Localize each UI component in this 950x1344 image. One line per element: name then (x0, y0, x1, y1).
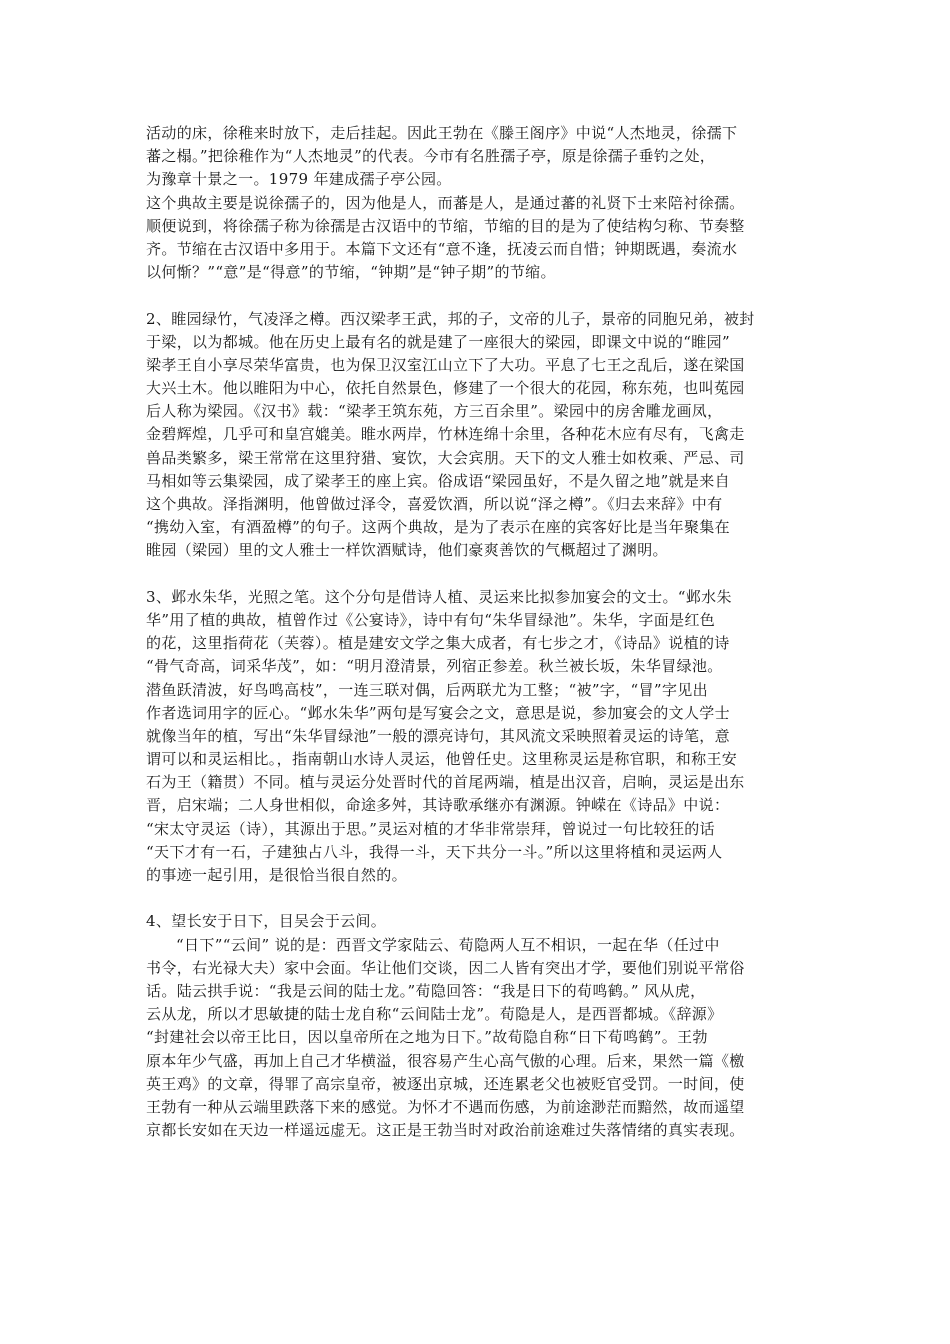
text-line: 这个典故。泽指渊明，他曾做过泽令，喜爱饮酒，所以说“泽之樽”。《归去来辞》中有 (146, 495, 723, 513)
text-line: 原本年少气盛，再加上自己才华横溢，很容易产生心高气傲的心理。后来，果然一篇《檄 (146, 1051, 745, 1070)
paragraph-gap (146, 284, 814, 307)
paragraph-4 (146, 910, 814, 1142)
text-line: “携幼入室，有酒盈樽”的句子。这两个典故，是为了表示在座的宾客好比是当年聚集在 (146, 518, 730, 537)
text-line: 石为王（籍贯）不同。植与灵运分处晋时代的首尾两端，植是出汉音，启晌，灵运是出东 (146, 773, 745, 792)
document-page (146, 122, 814, 1142)
text-line: 3、邺水朱华，光照之笔。这个分句是借诗人植、灵运来比拟参加宴会的文士。“邺水朱 (146, 587, 732, 606)
text-line: 谓可以和灵运相比。，指南朝山水诗人灵运，他曾任史。这里称灵运是称官职，和称王安 (146, 750, 738, 769)
text-line: 蕃之榻。”把徐稚作为“人杰地灵”的代表。今市有名胜孺子亭，原是徐孺子垂钓之处， (146, 147, 716, 166)
text-line: 齐。节缩在古汉语中多用于。本篇下文还有“意不逢，抚凌云而自惜；钟期既遇，奏流水 (146, 239, 738, 258)
text-line: 潜鱼跃清波，好鸟鸣高枝”，一连三联对偶，后两联尤为工整；“被”字，“冒”字见出 (146, 680, 708, 699)
text-line: 晋，启宋端；二人身世相似，命途多舛，其诗歌承继亦有渊源。钟嵘在《诗品》中说： (146, 796, 730, 815)
text-line: 睢园（梁园）里的文人雅士一样饮酒赋诗，他们豪爽善饮的气概超过了渊明。 (146, 541, 668, 560)
text-line: 梁孝王自小享尽荣华富贵，也为保卫汉室江山立下了大功。平息了七王之乱后，遂在梁国 (146, 355, 745, 374)
paragraph-1 (146, 122, 814, 284)
text-line: 的花，这里指荷花（芙蓉）。植是建安文学之集大成者，有七步之才，《诗品》说植的诗 (146, 634, 730, 653)
text-line: 为豫章十景之一。1979 年建成孺子亭公园。 (146, 170, 452, 189)
text-line: 就像当年的植，写出“朱华冒绿池”一般的漂亮诗句，其风流文采映照着灵运的诗笔，意 (146, 726, 730, 745)
text-line: 英王鸡》的文章，得罪了高宗皇帝，被逐出京城，还连累老父也被贬官受罚。一时间，使 (146, 1074, 745, 1093)
text-line: “天下才有一石，子建独占八斗，我得一斗，天下共分一斗。”所以这里将植和灵运两人 (146, 842, 723, 861)
text-line: 于梁，以为都城。他在历史上最有名的就是建了一座很大的梁园，即课文中说的“睢园” (146, 332, 730, 351)
paragraph-3 (146, 586, 814, 887)
paragraph-2 (146, 308, 814, 563)
text-line: 后人称为梁园。《汉书》载：“梁孝王筑东苑，方三百余里”。梁园中的房舍雕龙画凤， (146, 402, 723, 421)
text-line: “宋太守灵运（诗），其源出于思。”灵运对植的才华非常崇拜，曾说过一句比较狂的话 (146, 819, 715, 838)
text-line: 2、睢园绿竹，气凌泽之樽。西汉梁孝王武，邦的子，文帝的儿子，景帝的同胞兄弟，被封 (146, 309, 755, 328)
text-line: 作者选词用字的匠心。“邺水朱华”两句是写宴会之文，意思是说，参加宴会的文人学士 (146, 703, 730, 722)
text-line: “骨气奇高，词采华茂”，如：“明月澄清景，列宿正参差。秋兰被长坂，朱华冒绿池。 (146, 657, 723, 676)
text-line: 云从龙，所以才思敏捷的陆士龙自称“云间陆士龙”。荀隐是人，是西晋都城。《辞源》 (146, 1005, 723, 1024)
text-line: 这个典故主要是说徐孺子的，因为他是人，而蕃是人，是通过蕃的礼贤下士来陪衬徐孺。 (146, 193, 745, 212)
text-line: 兽品类繁多，梁王常常在这里狩猎、宴饮，大会宾朋。天下的文人雅士如枚乘、严忌、司 (146, 448, 745, 467)
paragraph-gap (146, 563, 814, 586)
text-line: 的事迹一起引用，是很恰当很自然的。 (146, 866, 407, 884)
paragraph-gap (146, 887, 814, 910)
text-line: 王勃有一种从云端里跌落下来的感觉。为怀才不遇而伤感，为前途渺茫而黯然，故而遥望 (146, 1097, 745, 1116)
text-line: 大兴土木。他以睢阳为中心，依托自然景色，修建了一个很大的花园，称东苑，也叫菟园 (146, 379, 745, 398)
text-line: 书令，右光禄大夫）家中会面。华让他们交谈，因二人皆有突出才学，要他们别说平常俗 (146, 958, 745, 977)
section-heading: 4、望长安于日下，目吴会于云间。 (146, 912, 387, 931)
text-line: 以何惭？”“意”是“得意”的节缩，“钟期”是“钟子期”的节缩。 (146, 263, 556, 282)
text-line: “日下”“云间” 说的是：西晋文学家陆云、荀隐两人互不相识，一起在华（任过中 (176, 935, 720, 954)
text-line: 马相如等云集梁园，成了梁孝王的座上宾。俗成语“梁园虽好，不是久留之地”就是来自 (146, 471, 730, 490)
text-line: 华”用了植的典故，植曾作过《公宴诗》，诗中有句“朱华冒绿池”。朱华，字面是红色 (146, 610, 716, 629)
text-line: 京都长安如在天边一样遥远虚无。这正是王勃当时对政治前途难过失落情绪的真实表现。 (146, 1121, 745, 1140)
text-line: 话。陆云拱手说：“我是云间的陆士龙。”荀隐回答：“我是日下的荀鸣鹤。” 风从虎， (146, 981, 706, 1000)
text-line: 活动的床，徐稚来时放下，走后挂起。因此王勃在《滕王阁序》中说“人杰地灵，徐孺下 (146, 124, 738, 142)
text-line: 顺便说到，将徐孺子称为徐孺是古汉语中的节缩，节缩的目的是为了使结构匀称、节奏整 (146, 216, 745, 235)
text-line: 金碧辉煌，几乎可和皇宫媲美。睢水两岸，竹林连绵十余里，各种花木应有尽有，飞禽走 (146, 425, 745, 444)
text-line: “封建社会以帝王比日，因以皇帝所在之地为日下。”故荀隐自称“日下荀鸣鹤”。王勃 (146, 1028, 708, 1047)
